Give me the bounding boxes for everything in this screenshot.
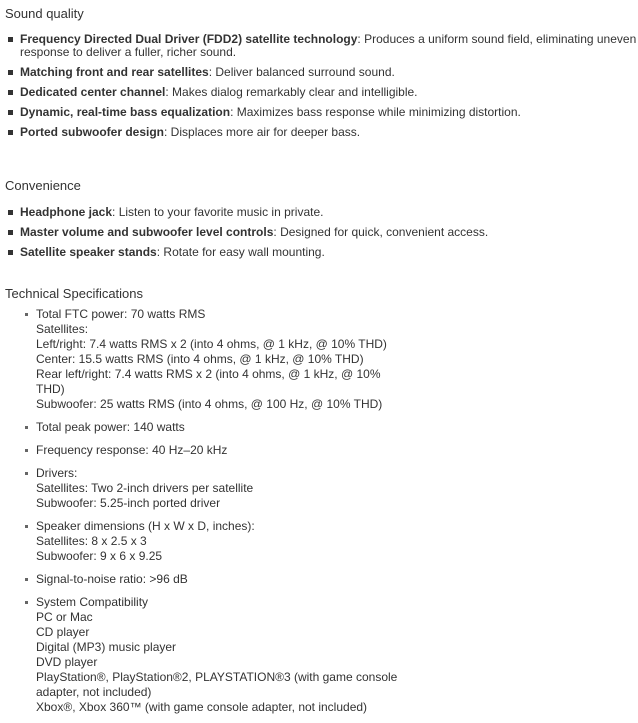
feature-desc: : Designed for quick, convenient access.: [273, 225, 489, 239]
spec-line: Center: 15.5 watts RMS (into 4 ohms, @ 1 kHz, @ 10% THD): [36, 352, 364, 366]
feature-desc: : Displaces more air for deeper bass.: [164, 125, 361, 139]
spec-line: Subwoofer: 5.25-inch ported driver: [36, 496, 221, 510]
tech-specs-list: [22, 307, 402, 723]
tech-specs-heading: Technical Specifications: [5, 286, 144, 301]
feature-desc: : Maximizes bass response while minimizing distortion.: [230, 105, 521, 119]
list-item: [22, 443, 402, 458]
spec-line: DVD player: [36, 655, 98, 669]
dot-bullet-icon: [25, 449, 28, 452]
list-item: [5, 106, 638, 119]
dot-bullet-icon: [25, 313, 28, 316]
list-item: [5, 33, 638, 59]
spec-line: Speaker dimensions (H x W x D, inches):: [36, 519, 255, 533]
convenience-list: [5, 206, 638, 266]
feature-term: Headphone jack: [20, 205, 113, 219]
dot-bullet-icon: [25, 472, 28, 475]
feature-desc: : Rotate for easy wall mounting.: [156, 245, 325, 259]
square-bullet-icon: [8, 70, 13, 75]
spec-line: Signal-to-noise ratio: >96 dB: [36, 572, 188, 586]
dot-bullet-icon: [25, 578, 28, 581]
list-item: [5, 66, 638, 79]
list-item: [22, 466, 402, 511]
spec-line: Left/right: 7.4 watts RMS x 2 (into 4 ohms, @ 1 kHz, @ 10% THD): [36, 337, 387, 351]
spec-line: Frequency response: 40 Hz–20 kHz: [36, 443, 228, 457]
feature-desc: : Produces a uniform sound field, eliminating uneven: [357, 32, 637, 46]
list-item: [5, 206, 638, 219]
dot-bullet-icon: [25, 426, 28, 429]
spec-line: adapter, not included): [36, 685, 152, 699]
square-bullet-icon: [8, 110, 13, 115]
spec-line: Drivers:: [36, 466, 78, 480]
spec-line: Subwoofer: 9 x 6 x 9.25: [36, 549, 163, 563]
square-bullet-icon: [8, 230, 13, 235]
feature-term: Matching front and rear satellites: [20, 65, 209, 79]
spec-line: PlayStation®, PlayStation®2, PLAYSTATION®3 (with game console: [36, 670, 398, 684]
list-item: [22, 572, 402, 587]
spec-line: Satellites: 8 x 2.5 x 3: [36, 534, 147, 548]
dot-bullet-icon: [25, 601, 28, 604]
feature-term: Dynamic, real-time bass equalization: [20, 105, 231, 119]
list-item: [5, 246, 638, 259]
spec-line: Satellites:: [36, 322, 89, 336]
feature-term: Ported subwoofer design: [20, 125, 165, 139]
spec-line: Xbox®, Xbox 360™ (with game console adapter, not included): [36, 700, 368, 714]
feature-desc: : Listen to your favorite music in private.: [112, 205, 324, 219]
spec-line: System Compatibility: [36, 595, 149, 609]
spec-line: CD player: [36, 625, 90, 639]
feature-term: Satellite speaker stands: [20, 245, 157, 259]
sound-quality-heading: Sound quality: [5, 6, 84, 21]
square-bullet-icon: [8, 90, 13, 95]
sound-quality-list: [5, 33, 638, 146]
list-item: [22, 519, 402, 564]
convenience-heading: Convenience: [5, 178, 81, 193]
list-item: [22, 595, 402, 715]
spec-line: Total FTC power: 70 watts RMS: [36, 307, 206, 321]
dot-bullet-icon: [25, 525, 28, 528]
feature-term: Frequency Directed Dual Driver (FDD2) satellite technology: [20, 32, 358, 46]
spec-line: Subwoofer: 25 watts RMS (into 4 ohms, @ 100 Hz, @ 10% THD): [36, 397, 383, 411]
list-item: [5, 126, 638, 139]
square-bullet-icon: [8, 130, 13, 135]
list-item: [22, 420, 402, 435]
square-bullet-icon: [8, 37, 13, 42]
list-item: [22, 307, 402, 412]
square-bullet-icon: [8, 250, 13, 255]
spec-line: THD): [36, 382, 65, 396]
feature-desc-cont: response to deliver a fuller, richer sound.: [20, 45, 237, 59]
square-bullet-icon: [8, 210, 13, 215]
feature-desc: : Deliver balanced surround sound.: [208, 65, 395, 79]
spec-line: Total peak power: 140 watts: [36, 420, 185, 434]
list-item: [5, 226, 638, 239]
spec-line: Satellites: Two 2-inch drivers per satellite: [36, 481, 254, 495]
feature-term: Master volume and subwoofer level controls: [20, 225, 274, 239]
feature-desc: : Makes dialog remarkably clear and intelligible.: [165, 85, 418, 99]
feature-term: Dedicated center channel: [20, 85, 166, 99]
list-item: [5, 86, 638, 99]
spec-line: PC or Mac: [36, 610, 93, 624]
spec-line: Rear left/right: 7.4 watts RMS x 2 (into 4 ohms, @ 1 kHz, @ 10%: [36, 367, 381, 381]
spec-line: Digital (MP3) music player: [36, 640, 177, 654]
